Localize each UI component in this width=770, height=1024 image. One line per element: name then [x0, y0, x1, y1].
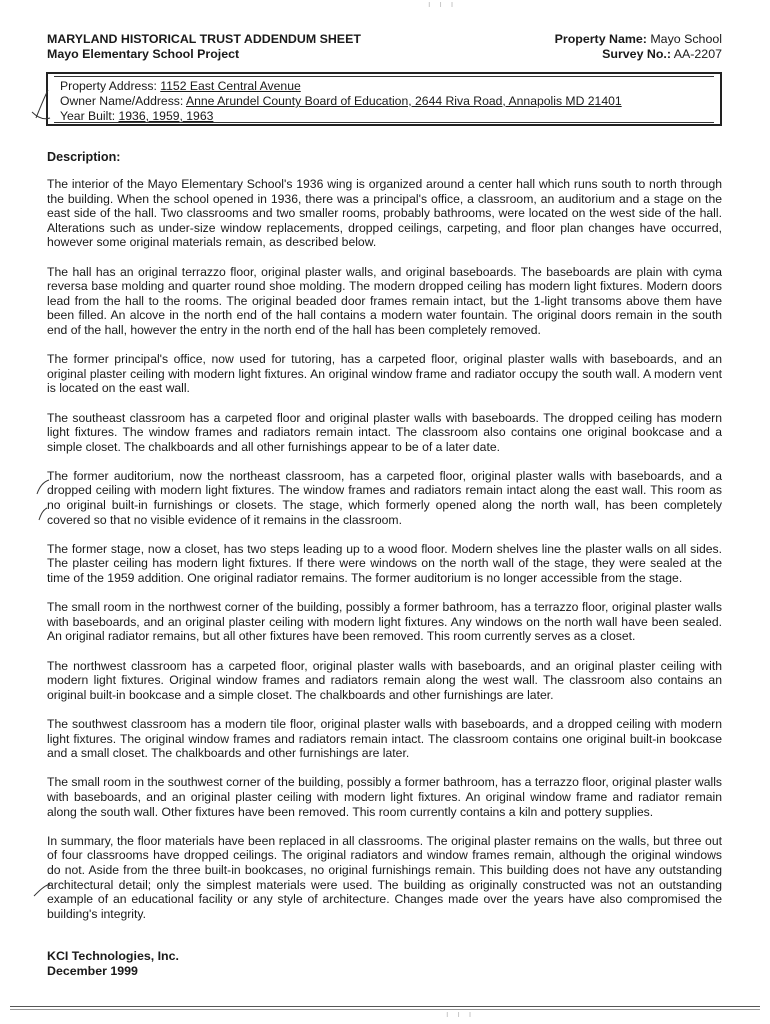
- property-meta: [555, 32, 722, 62]
- property-name-row: [555, 32, 722, 47]
- header-title: MARYLAND HISTORICAL TRUST ADDENDUM SHEET: [47, 32, 361, 46]
- scan-artifact-top: ı ı ı: [428, 0, 457, 10]
- paragraph-northwest-classroom: The northwest classroom has a carpeted floor, original plaster walls with baseboards, and an original plaster ceiling with modern light fixtures. Original window frames and radiators remain along the west wall. The classroom also contains an original built-in bookcase and a simple closet. The chalkboards and other furnishings are later.: [47, 658, 722, 702]
- property-address-row: [60, 79, 301, 93]
- footer-organization: KCI Technologies, Inc.: [47, 949, 179, 963]
- scan-artifact-bottom: ı ı ı: [446, 1010, 475, 1020]
- document-header: [47, 32, 361, 62]
- punch-hole-mark-1: [30, 88, 54, 122]
- paragraph-southeast-classroom: The southeast classroom has a carpeted floor and original plaster walls with baseboards. The dropped ceiling has modern light fixtures. The window frames and radiators remain intact. The classroom also contains one original bookcase and a simple closet. The chalkboards and all other furnishings appear to be of a later date.: [47, 410, 722, 454]
- footer-date: December 1999: [47, 964, 138, 978]
- bottom-rule-secondary: [10, 1009, 760, 1010]
- survey-number-row: [555, 47, 722, 62]
- owner-row: [60, 94, 622, 108]
- paragraph-summary: In summary, the floor materials have been replaced in all classrooms. The original plaster remains on the walls, but three out of four classrooms have dropped ceilings. The original radiators and window frames remain, although the original windows do not. Aside from the three built-in bookcases, no original furnishings remain. This building does not have any outstanding architectural detail; only the simplest materials were used. The building as originally constructed was not an outstanding example of an educational facility or any style of architecture. Changes made over the years have also compromised the building's integrity.: [47, 833, 722, 921]
- property-name-label: Property Name:: [554, 32, 647, 46]
- property-address-value: 1152 East Central Avenue: [160, 79, 301, 93]
- property-info-box: [46, 72, 722, 126]
- info-box-inner-rule-top: [54, 76, 714, 77]
- owner-value: Anne Arundel County Board of Education, 2644 Riva Road, Annapolis MD 21401: [186, 94, 622, 108]
- survey-number-value: AA-2207: [673, 47, 722, 61]
- property-address-label: Property Address:: [60, 79, 157, 93]
- paragraph-auditorium: The former auditorium, now the northeast classroom, has a carpeted floor, original plaster walls with baseboards, and a dropped ceiling with modern light fixtures. The window frames and radiators remain intact along the east wall. This room as no original built-in furnishings or closets. The stage, which formerly opened along the north wall, has been completely covered so that no visible evidence of it remains in the classroom.: [47, 468, 722, 527]
- header-project: Mayo Elementary School Project: [47, 47, 240, 61]
- document-footer: [47, 949, 179, 979]
- survey-number-label: Survey No.:: [602, 47, 671, 61]
- paragraph-intro: The interior of the Mayo Elementary School's 1936 wing is organized around a center hall which runs south to north through the building. When the school opened in 1936, there was a principal's office, a classroom, an auditorium and a stage on the east side of the hall. Two classrooms and two smaller rooms, probably bathrooms, were located on the west side of the hall. Alterations such as under-size window replacements, dropped ceilings, carpeting, and floor plan changes have occurred, however some original materials remain, as described below.: [47, 177, 722, 250]
- paragraph-hall: The hall has an original terrazzo floor, original plaster walls, and original baseboards. The baseboards are plain with cyma reversa base molding and quarter round shoe molding. The modern dropped ceiling has modern light fixtures. Modern doors lead from the hall to the rooms. The original beaded door frames remain intact, but the 1-light transoms above them have been filled. An alcove in the north end of the hall contains a modern water fountain. The original doors remain in the south end of the hall, however the entry in the north end of the hall has been completely removed.: [47, 264, 722, 337]
- owner-label: Owner Name/Address:: [60, 94, 184, 108]
- paragraph-southwest-small-room: The small room in the southwest corner of the building, possibly a former bathroom, has a terrazzo floor, original plaster walls with baseboards, and an original plaster ceiling with modern light fixtures. An original window frame and radiator remain along the south wall. Other fixtures have been removed. This room currently contains a kiln and pottery supplies.: [47, 775, 722, 819]
- description-body: [47, 177, 722, 936]
- year-built-label: Year Built:: [60, 109, 116, 123]
- paragraph-principals-office: The former principal's office, now used for tutoring, has a carpeted floor, original plaster walls with baseboards, and an original plaster ceiling with modern light fixtures. An original window frame and radiator occupy the south wall. A modern vent is located on the east wall.: [47, 352, 722, 396]
- year-built-row: [60, 109, 213, 123]
- paragraph-stage: The former stage, now a closet, has two steps leading up to a wood floor. Modern shelves line the plaster walls on all sides. The plaster ceiling has modern light fixtures. If there were windows on the north wall of the stage, they were sealed at the time of the 1959 addition. One original radiator remains. The former auditorium is no longer accessible from the stage.: [47, 541, 722, 586]
- info-box-inner-rule-bottom: [54, 122, 714, 123]
- property-name-value: Mayo School: [650, 32, 722, 46]
- paragraph-southwest-classroom: The southwest classroom has a modern tile floor, original plaster walls with baseboards, and a dropped ceiling with modern light fixtures. The original window frames and radiators remain intact. The classroom contains one original built-in bookcase and a small closet. The chalkboards and other furnishings are later.: [47, 716, 722, 761]
- bottom-rule: [10, 1006, 760, 1007]
- description-heading: Description:: [47, 150, 121, 164]
- year-built-value: 1936, 1959, 1963: [118, 109, 214, 123]
- paragraph-northwest-small-room: The small room in the northwest corner of the building, possibly a former bathroom, has a terrazzo floor, original plaster walls with baseboards, and an original plaster ceiling with modern light fixtures. Any windows on the north wall have been sealed. An original radiator remains, but all other fixtures have been removed. This room currently serves as a closet.: [47, 600, 722, 644]
